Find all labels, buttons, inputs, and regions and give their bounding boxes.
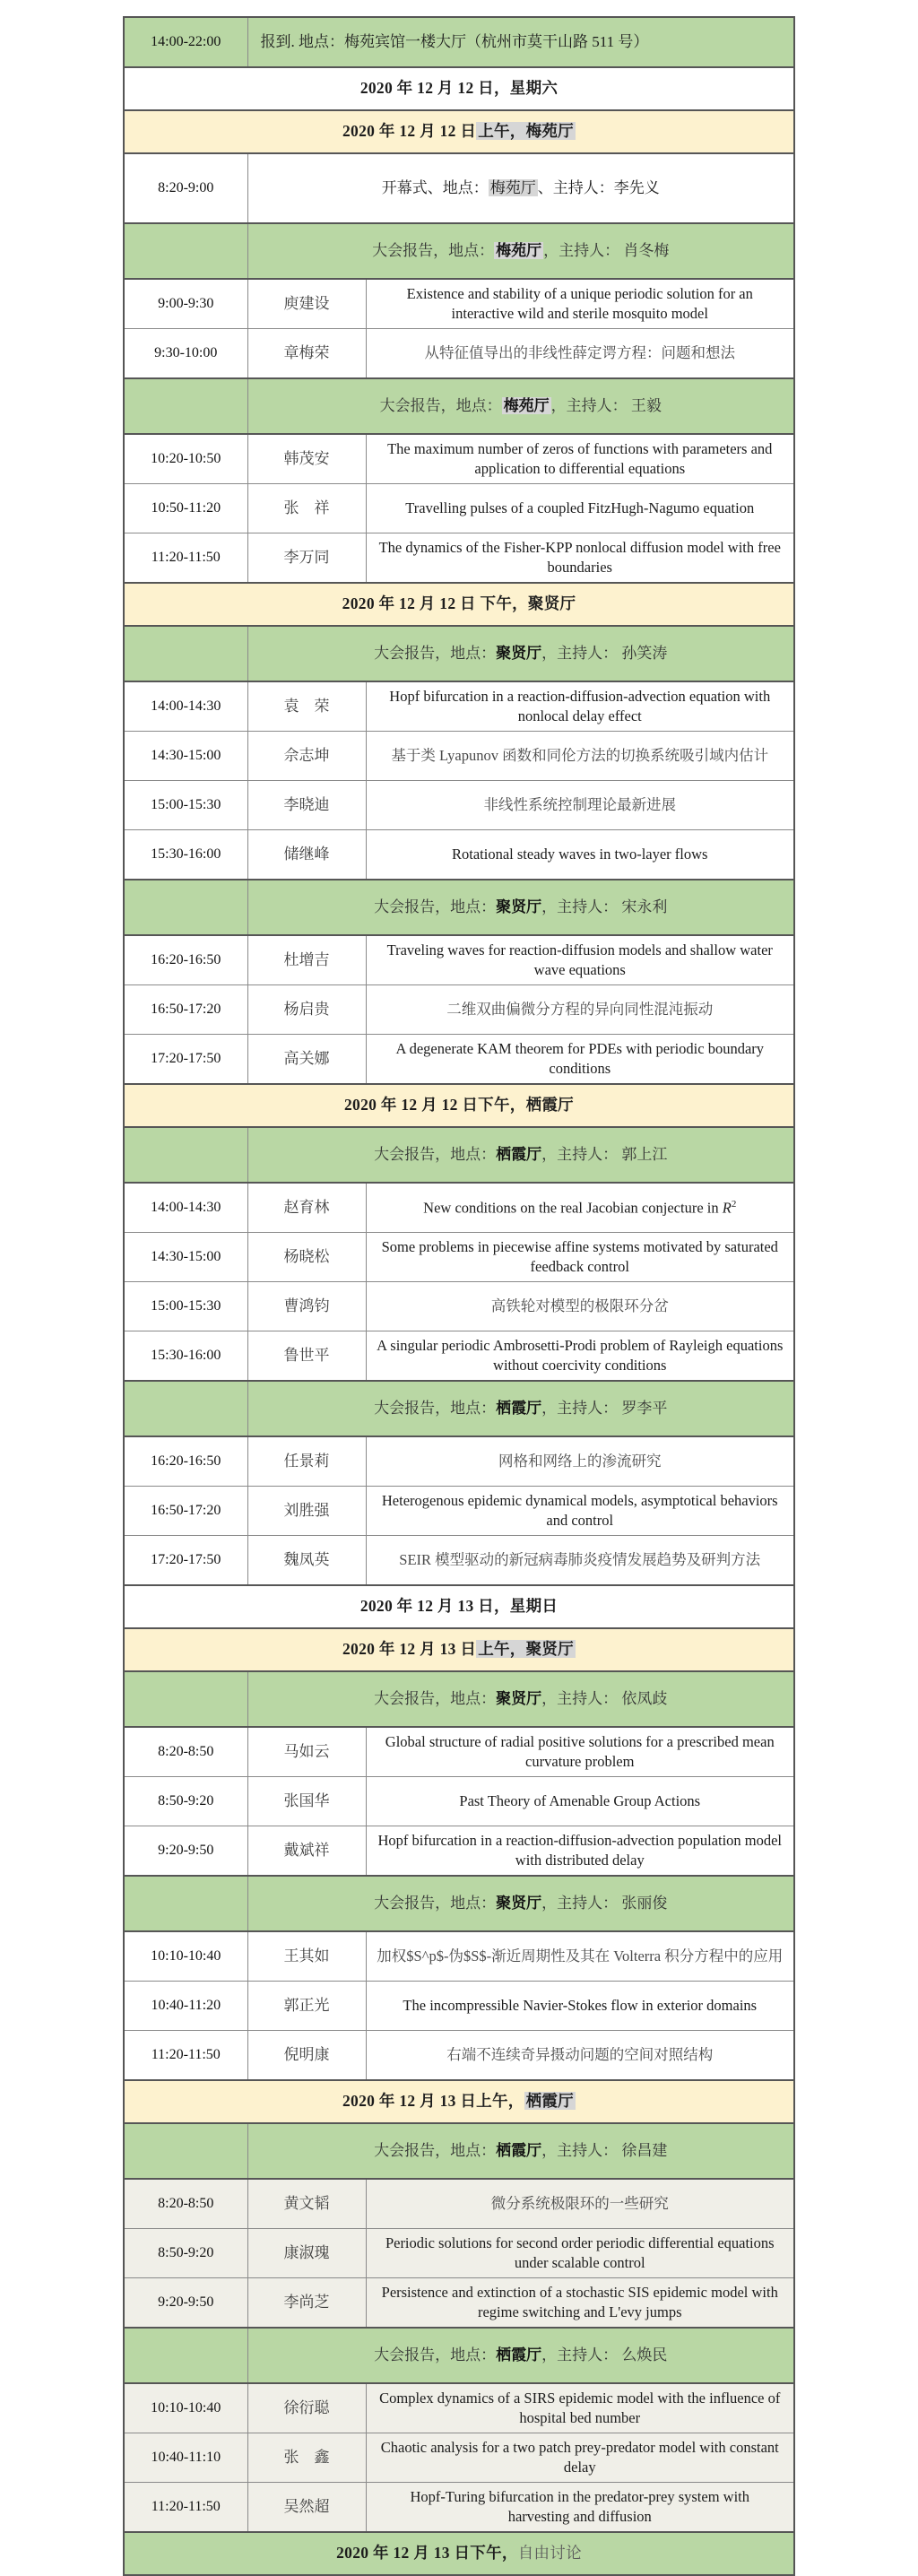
session-banner [124, 1084, 794, 1127]
chair-name: 孙笑涛 [621, 644, 668, 662]
talk-row [124, 2179, 794, 2229]
speaker-name: 佘志坤 [247, 732, 366, 781]
speaker-name: 李晓迪 [247, 781, 366, 830]
time-cell: 15:30-16:00 [124, 830, 247, 880]
talk-row [124, 2433, 794, 2483]
time-cell: 17:20-17:50 [124, 1536, 247, 1586]
speaker-name: 张 鑫 [247, 2433, 366, 2483]
time-cell: 14:00-14:30 [124, 681, 247, 732]
talk-title: 从特征值导出的非线性薛定谔方程：问题和想法 [366, 329, 794, 379]
talk-row [124, 329, 794, 379]
session-chair-row [124, 1127, 794, 1183]
chair-name: 罗李平 [621, 1399, 668, 1417]
talk-row [124, 985, 794, 1035]
session-banner [124, 1628, 794, 1671]
talk-row [124, 935, 794, 985]
talk-title: Travelling pulses of a coupled FitzHugh-Nagumo equation [366, 484, 794, 533]
hall-name: 聚贤厅 [496, 898, 542, 915]
talk-title: A degenerate KAM theorem for PDEs with periodic boundary conditions [366, 1035, 794, 1085]
speaker-name: 戴斌祥 [247, 1826, 366, 1877]
time-cell-empty [124, 1876, 247, 1931]
talk-row [124, 781, 794, 830]
time-cell: 16:20-16:50 [124, 1436, 247, 1487]
time-cell-empty [124, 2123, 247, 2179]
chair-name: 宋永利 [621, 898, 668, 915]
speaker-name: 任景莉 [247, 1436, 366, 1487]
session-chair-info: 大会报告，地点：聚贤厅，主持人： 宋永利 [247, 880, 794, 935]
talk-title: 基于类 Lyapunov 函数和同伦方法的切换系统吸引域内估计 [366, 732, 794, 781]
talk-row [124, 1035, 794, 1085]
time-cell: 15:30-16:00 [124, 1331, 247, 1382]
speaker-name: 张国华 [247, 1777, 366, 1826]
time-cell-empty [124, 880, 247, 935]
talk-title: New conditions on the real Jacobian conjecture in $R^2$ [366, 1183, 794, 1233]
speaker-name: 郭正光 [247, 1982, 366, 2031]
talk-title: 二维双曲偏微分方程的异向同性混沌振动 [366, 985, 794, 1035]
talk-title: Complex dynamics of a SIRS epidemic model with the influence of hospital bed number [366, 2383, 794, 2433]
chair-name: 么焕民 [621, 2346, 668, 2364]
time-cell-empty [124, 1127, 247, 1183]
time-cell: 16:20-16:50 [124, 935, 247, 985]
speaker-name: 魏凤英 [247, 1536, 366, 1586]
time-cell: 8:50-9:20 [124, 1777, 247, 1826]
session-banner: 2020 年 12 月 12 日下午，栖霞厅 [124, 1084, 794, 1127]
talk-row [124, 1777, 794, 1826]
session-banner [124, 2080, 794, 2123]
session-chair-info: 大会报告，地点：栖霞厅，主持人： 徐昌建 [247, 2123, 794, 2179]
session-chair-info: 大会报告，地点：聚贤厅，主持人： 孙笑涛 [247, 626, 794, 681]
session-chair-row [124, 880, 794, 935]
session-chair-row [124, 1876, 794, 1931]
talk-row [124, 279, 794, 329]
talk-row [124, 1282, 794, 1331]
speaker-name: 高关娜 [247, 1035, 366, 1085]
session-chair-info: 大会报告，地点：栖霞厅，主持人： 么焕民 [247, 2328, 794, 2383]
speaker-name: 倪明康 [247, 2031, 366, 2081]
session-chair-row [124, 1671, 794, 1727]
speaker-name: 刘胜强 [247, 1487, 366, 1536]
speaker-name: 章梅荣 [247, 329, 366, 379]
talk-row [124, 681, 794, 732]
talk-title: Periodic solutions for second order periodic differential equations under scalable control [366, 2229, 794, 2278]
time-cell-empty [124, 223, 247, 279]
time-cell: 11:20-11:50 [124, 2031, 247, 2081]
hall-name: 聚贤厅 [496, 644, 542, 662]
talk-title: Heterogenous epidemic dynamical models, asymptotical behaviors and control [366, 1487, 794, 1536]
talk-title: Past Theory of Amenable Group Actions [366, 1777, 794, 1826]
talk-title: 非线性系统控制理论最新进展 [366, 781, 794, 830]
talk-title: 微分系统极限环的一些研究 [366, 2179, 794, 2229]
session-banner: 2020 年 12 月 13 日上午， 栖霞厅 [124, 2080, 794, 2123]
talk-row [124, 2278, 794, 2329]
talk-title: Existence and stability of a unique periodic solution for an interactive wild and sterile mosquito model [366, 279, 794, 329]
time-cell: 10:10-10:40 [124, 2383, 247, 2433]
hall-name: 聚贤厅 [496, 1689, 542, 1707]
talk-row [124, 434, 794, 484]
talk-row [124, 533, 794, 584]
time-cell: 8:20-8:50 [124, 2179, 247, 2229]
time-cell: 9:00-9:30 [124, 279, 247, 329]
talk-row [124, 1233, 794, 1282]
session-chair-info: 大会报告，地点： 梅苑厅 ，主持人： 王毅 [247, 378, 794, 434]
talk-title: Rotational steady waves in two-layer flows [366, 830, 794, 880]
schedule-table-body [124, 17, 794, 2575]
session-chair-row [124, 223, 794, 279]
session-chair-info: 大会报告，地点：聚贤厅，主持人： 张丽俊 [247, 1876, 794, 1931]
talk-row [124, 1183, 794, 1233]
time-cell: 14:00-22:00 [124, 17, 247, 67]
chair-name: 王毅 [630, 396, 662, 414]
time-cell: 10:20-10:50 [124, 434, 247, 484]
time-cell: 16:50-17:20 [124, 1487, 247, 1536]
chair-name: 肖冬梅 [623, 241, 670, 259]
time-cell: 10:40-11:20 [124, 1982, 247, 2031]
free-discussion-banner: 2020 年 12 月 13 日下午，自由讨论 [124, 2532, 794, 2575]
session-chair-row [124, 1381, 794, 1436]
speaker-name: 庾建设 [247, 279, 366, 329]
time-cell: 14:30-15:00 [124, 732, 247, 781]
time-cell: 15:00-15:30 [124, 781, 247, 830]
talk-row [124, 1931, 794, 1982]
time-cell: 9:20-9:50 [124, 2278, 247, 2329]
speaker-name: 杨晓松 [247, 1233, 366, 1282]
talk-row [124, 2383, 794, 2433]
speaker-name: 王其如 [247, 1931, 366, 1982]
hall-name: 栖霞厅 [496, 2346, 542, 2364]
date-banner: 2020 年 12 月 13 日，星期日 [124, 1585, 794, 1628]
talk-row [124, 1536, 794, 1586]
time-cell-empty [124, 1381, 247, 1436]
time-cell: 11:20-11:50 [124, 2483, 247, 2533]
talk-title: 高铁轮对模型的极限环分岔 [366, 1282, 794, 1331]
talk-title: Traveling waves for reaction-diffusion models and shallow water wave equations [366, 935, 794, 985]
date-banner [124, 67, 794, 110]
speaker-name: 韩茂安 [247, 434, 366, 484]
talk-title: Global structure of radial positive solutions for a prescribed mean curvature problem [366, 1727, 794, 1777]
speaker-name: 曹鸿钧 [247, 1282, 366, 1331]
date-banner [124, 1585, 794, 1628]
speaker-name: 黄文韬 [247, 2179, 366, 2229]
time-cell: 11:20-11:50 [124, 533, 247, 584]
hall-name: 栖霞厅 [496, 2141, 542, 2159]
speaker-name: 康淑瑰 [247, 2229, 366, 2278]
talk-title: The incompressible Navier-Stokes flow in exterior domains [366, 1982, 794, 2031]
chair-name: 郭上江 [621, 1145, 668, 1163]
time-cell: 8:20-9:00 [124, 153, 247, 223]
talk-row [124, 1982, 794, 2031]
talk-title: 加权$S^p$-伪$S$-渐近周期性及其在 Volterra 积分方程中的应用 [366, 1931, 794, 1982]
time-cell: 10:10-10:40 [124, 1931, 247, 1982]
talk-title: Hopf bifurcation in a reaction-diffusion-advection equation with nonlocal delay effect [366, 681, 794, 732]
date-banner: 2020 年 12 月 12 日，星期六 [124, 67, 794, 110]
talk-row [124, 1727, 794, 1777]
talk-title: A singular periodic Ambrosetti-Prodi problem of Rayleigh equations without coercivity conditions [366, 1331, 794, 1382]
talk-title: 右端不连续奇异摄动问题的空间对照结构 [366, 2031, 794, 2081]
chair-name: 依凤歧 [621, 1689, 668, 1707]
session-chair-row [124, 626, 794, 681]
talk-title: Hopf-Turing bifurcation in the predator-prey system with harvesting and diffusion [366, 2483, 794, 2533]
time-cell: 8:50-9:20 [124, 2229, 247, 2278]
chair-name: 徐昌建 [621, 2141, 668, 2159]
speaker-name: 张 祥 [247, 484, 366, 533]
chair-name: 张丽俊 [621, 1894, 668, 1912]
time-cell-empty [124, 626, 247, 681]
talk-title: Chaotic analysis for a two patch prey-predator model with constant delay [366, 2433, 794, 2483]
time-cell: 16:50-17:20 [124, 985, 247, 1035]
time-cell: 10:50-11:20 [124, 484, 247, 533]
speaker-name: 储继峰 [247, 830, 366, 880]
speaker-name: 杨启贵 [247, 985, 366, 1035]
session-chair-row [124, 2328, 794, 2383]
talk-title: Some problems in piecewise affine systems motivated by saturated feedback control [366, 1233, 794, 1282]
talk-row [124, 1331, 794, 1382]
talk-title: The dynamics of the Fisher-KPP nonlocal diffusion model with free boundaries [366, 533, 794, 584]
hall-name: 梅苑厅 [503, 396, 550, 414]
time-cell: 14:30-15:00 [124, 1233, 247, 1282]
session-banner [124, 110, 794, 153]
talk-row [124, 1826, 794, 1877]
time-cell: 15:00-15:30 [124, 1282, 247, 1331]
speaker-name: 赵育林 [247, 1183, 366, 1233]
speaker-name: 鲁世平 [247, 1331, 366, 1382]
talk-row [124, 830, 794, 880]
session-chair-info: 大会报告，地点： 梅苑厅 ，主持人： 肖冬梅 [247, 223, 794, 279]
session-banner: 2020 年 12 月 13 日 上午，聚贤厅 [124, 1628, 794, 1671]
talk-row [124, 2483, 794, 2533]
registration-row [124, 17, 794, 67]
speaker-name: 吴然超 [247, 2483, 366, 2533]
time-cell: 9:30-10:00 [124, 329, 247, 379]
session-chair-info: 大会报告，地点：聚贤厅，主持人： 依凤歧 [247, 1671, 794, 1727]
talk-title: SEIR 模型驱动的新冠病毒肺炎疫情发展趋势及研判方法 [366, 1536, 794, 1586]
hall-name: 聚贤厅 [496, 1894, 542, 1912]
speaker-name: 马如云 [247, 1727, 366, 1777]
talk-row [124, 732, 794, 781]
time-cell-empty [124, 1671, 247, 1727]
session-banner [124, 583, 794, 626]
time-cell-empty [124, 2328, 247, 2383]
speaker-name: 李尚芝 [247, 2278, 366, 2329]
talk-title: The maximum number of zeros of functions with parameters and application to differential equations [366, 434, 794, 484]
time-cell: 9:20-9:50 [124, 1826, 247, 1877]
free-discussion-banner [124, 2532, 794, 2575]
talk-row [124, 2229, 794, 2278]
session-banner: 2020 年 12 月 12 日 上午，梅苑厅 [124, 110, 794, 153]
time-cell: 10:40-11:10 [124, 2433, 247, 2483]
hall-name: 栖霞厅 [496, 1145, 542, 1163]
speaker-name: 李万同 [247, 533, 366, 584]
hall-name: 梅苑厅 [496, 241, 542, 259]
session-chair-info: 大会报告，地点：栖霞厅，主持人： 罗李平 [247, 1381, 794, 1436]
event-description: 报到. 地点：梅苑宾馆一楼大厅（杭州市莫干山路 511 号） [247, 17, 794, 67]
talk-title: 网格和网络上的渗流研究 [366, 1436, 794, 1487]
talk-title: Persistence and extinction of a stochastic SIS epidemic model with regime switching and L'evy jumps [366, 2278, 794, 2329]
time-cell-empty [124, 378, 247, 434]
talk-row [124, 1436, 794, 1487]
speaker-name: 杜增吉 [247, 935, 366, 985]
talk-row [124, 1487, 794, 1536]
time-cell: 8:20-8:50 [124, 1727, 247, 1777]
talk-title: Hopf bifurcation in a reaction-diffusion-advection population model with distributed delay [366, 1826, 794, 1877]
event-description: 开幕式、地点： 梅苑厅 、主持人：李先义 [247, 153, 794, 223]
speaker-name: 徐衍聪 [247, 2383, 366, 2433]
session-chair-info: 大会报告，地点：栖霞厅，主持人： 郭上江 [247, 1127, 794, 1183]
session-banner: 2020 年 12 月 12 日 下午，聚贤厅 [124, 583, 794, 626]
conference-schedule-table [123, 16, 795, 2576]
time-cell: 17:20-17:50 [124, 1035, 247, 1085]
talk-row [124, 484, 794, 533]
hall-name: 栖霞厅 [496, 1399, 542, 1417]
session-chair-row [124, 378, 794, 434]
session-chair-row [124, 2123, 794, 2179]
talk-row [124, 2031, 794, 2081]
opening-ceremony-row [124, 153, 794, 223]
speaker-name: 袁 荣 [247, 681, 366, 732]
time-cell: 14:00-14:30 [124, 1183, 247, 1233]
